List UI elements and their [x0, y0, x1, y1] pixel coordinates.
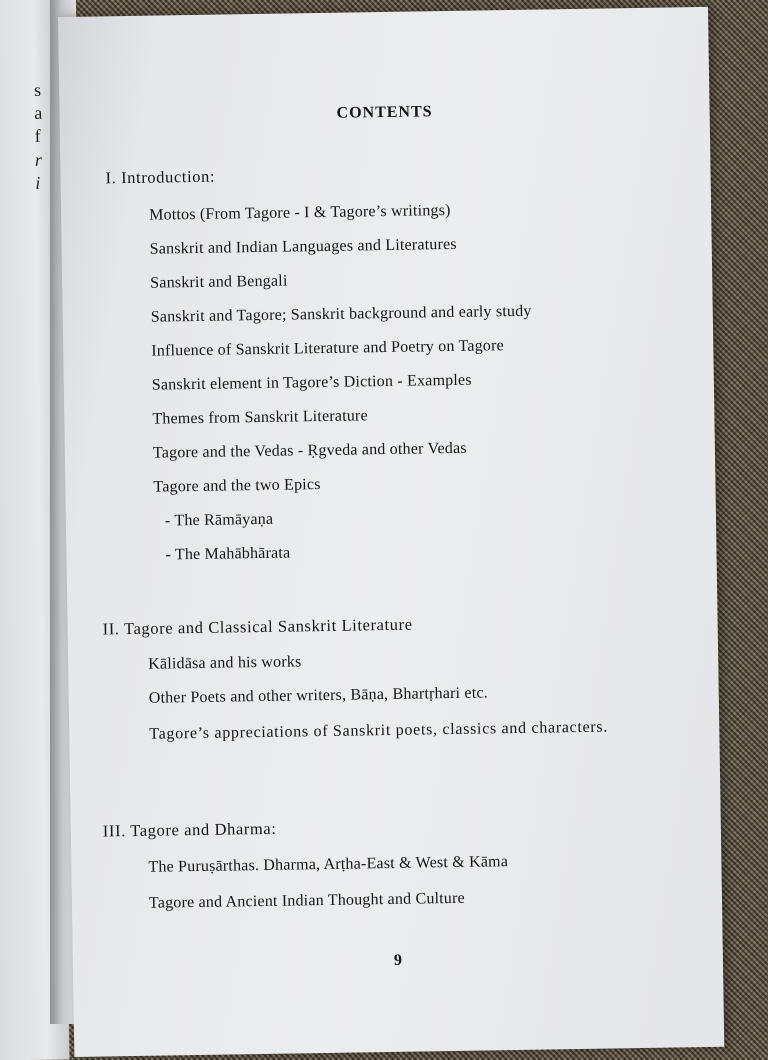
section-heading: III. Tagore and Dharma:	[102, 818, 277, 841]
toc-entry: Sanskrit and Indian Languages and Literatures	[149, 235, 457, 258]
toc-entry: Tagore’s appreciations of Sanskrit poets, classics and characters.	[149, 718, 609, 743]
toc-entry: - The Rāmāyaṇa	[164, 510, 274, 530]
left-page-fragment: i	[35, 172, 41, 193]
toc-entry: Themes from Sanskrit Literature	[152, 407, 368, 428]
toc-entry: Kālidāsa and his works	[148, 653, 302, 673]
left-page-fragment: s	[33, 79, 42, 100]
toc-entry: Sanskrit and Tagore; Sanskrit background and early study	[150, 302, 532, 326]
toc-entry: The Puruṣārthas. Dharma, Arṭha-East & West & Kāma	[148, 853, 509, 876]
section-heading: II. Tagore and Classical Sanskrit Literature	[102, 614, 413, 639]
toc-entry: Sanskrit and Bengali	[150, 272, 288, 292]
section-heading: I. Introduction:	[105, 166, 216, 188]
toc-entry: - The Mahābhārata	[165, 544, 291, 564]
toc-entry: Tagore and Ancient Indian Thought and Culture	[148, 889, 466, 912]
toc-entry: Other Poets and other writers, Bāṇa, Bhartṛhari etc.	[148, 684, 489, 707]
left-page-fragment: f	[34, 125, 41, 146]
toc-entry: Tagore and the two Epics	[153, 476, 321, 496]
contents-page	[58, 7, 724, 1057]
toc-entry: Tagore and the Vedas - Ṛgveda and other Vedas	[152, 439, 467, 462]
toc-entry: Mottos (From Tagore - I & Tagore’s writings)	[149, 201, 451, 224]
toc-entry: Influence of Sanskrit Literature and Poetry on Tagore	[151, 337, 505, 360]
left-page-fragment: a	[34, 102, 43, 123]
page-number: 9	[393, 951, 403, 969]
page-title: CONTENTS	[336, 103, 433, 122]
left-page-fragment: r	[34, 149, 43, 170]
toc-entry: Sanskrit element in Tagore’s Diction - Examples	[151, 371, 472, 394]
